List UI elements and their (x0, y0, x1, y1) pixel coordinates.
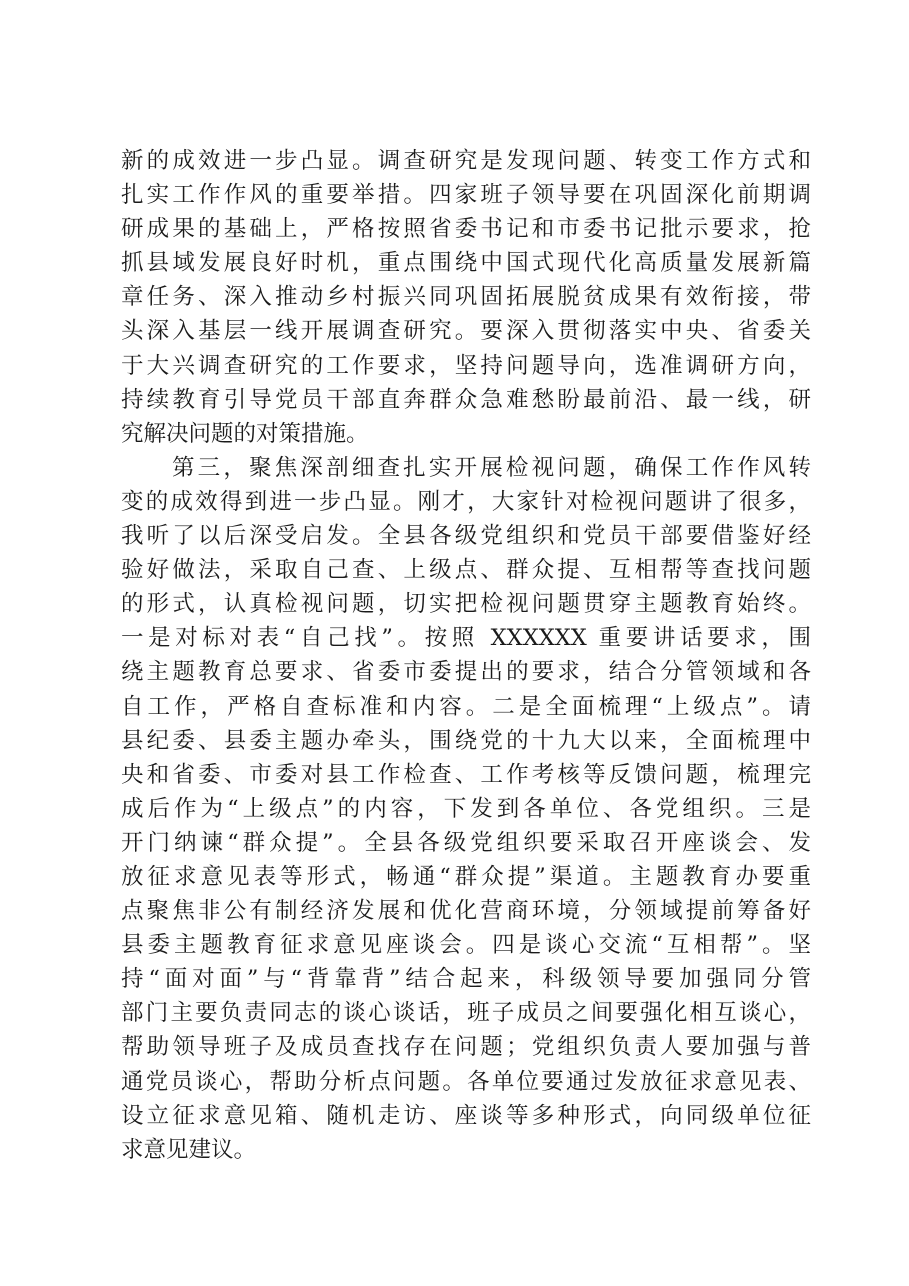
text-line: 究解决问题的对策措施。 (121, 420, 369, 447)
text-line: 央和省委、市委对县工作检查、工作考核等反馈问题，梳理完 (121, 761, 811, 788)
text-line: 求意见建议。 (121, 1136, 257, 1163)
text-line: 研成果的基础上，严格按照省委书记和市委书记批示要求，抢 (121, 216, 811, 243)
text-line: 我听了以后深受启发。全县各级党组织和党员干部要借鉴好经 (121, 523, 811, 550)
text-line: 县委主题教育征求意见座谈会。四是谈心交流“互相帮”。坚 (121, 932, 811, 959)
text-line: 持“面对面”与“背靠背”结合起来，科级领导要加强同分管 (121, 966, 811, 993)
text-line: 开门纳谏“群众提”。全县各级党组织要采取召开座谈会、发 (121, 829, 811, 856)
text-line: 设立征求意见箱、随机走访、座谈等多种形式，向同级单位征 (121, 1102, 811, 1129)
text-line: 变的成效得到进一步凸显。刚才，大家针对检视问题讲了很多， (121, 488, 811, 515)
text-line: 新的成效进一步凸显。调查研究是发现问题、转变工作方式和 (121, 148, 811, 174)
text-line: 帮助领导班子及成员查找存在问题；党组织负责人要加强与普 (121, 1034, 811, 1061)
text-line: 持续教育引导党员干部直奔群众急难愁盼最前沿、最一线，研 (121, 386, 811, 413)
text-line: 验好做法，采取自己查、上级点、群众提、互相帮等查找问题 (121, 557, 811, 584)
text-line: 第三，聚焦深剖细查扎实开展检视问题，确保工作作风转 (172, 454, 811, 481)
text-line: 县纪委、县委主题办牵头，围绕党的十九大以来，全面梳理中 (121, 727, 811, 754)
text-line: 一是对标对表“自己找”。按照 XXXXXX 重要讲话要求，围 (121, 625, 811, 652)
body-text (121, 144, 811, 1167)
text-line: 的形式，认真检视问题，切实把检视问题贯穿主题教育始终。 (121, 591, 811, 618)
text-line: 绕主题教育总要求、省委市委提出的要求，结合分管领域和各 (121, 659, 811, 686)
text-line: 通党员谈心，帮助分析点问题。各单位要通过发放征求意见表、 (121, 1068, 811, 1095)
text-line: 点聚焦非公有制经济发展和优化营商环境，分领域提前筹备好 (121, 898, 811, 925)
text-line: 成后作为“上级点”的内容，下发到各单位、各党组织。三是 (121, 795, 811, 822)
text-line: 自工作，严格自查标准和内容。二是全面梳理“上级点”。请 (121, 693, 811, 720)
text-line: 放征求意见表等形式，畅通“群众提”渠道。主题教育办要重 (121, 863, 811, 890)
text-line: 扎实工作作风的重要举措。四家班子领导要在巩固深化前期调 (121, 182, 811, 209)
text-line: 于大兴调查研究的工作要求，坚持问题导向，选准调研方向， (121, 352, 811, 379)
text-line: 部门主要负责同志的谈心谈话，班子成员之间要强化相互谈心， (121, 1000, 811, 1027)
text-line: 章任务、深入推动乡村振兴同巩固拓展脱贫成果有效衔接，带 (121, 284, 811, 311)
text-line: 头深入基层一线开展调查研究。要深入贯彻落实中央、省委关 (121, 318, 811, 345)
text-line: 抓县域发展良好时机，重点围绕中国式现代化高质量发展新篇 (121, 250, 811, 277)
